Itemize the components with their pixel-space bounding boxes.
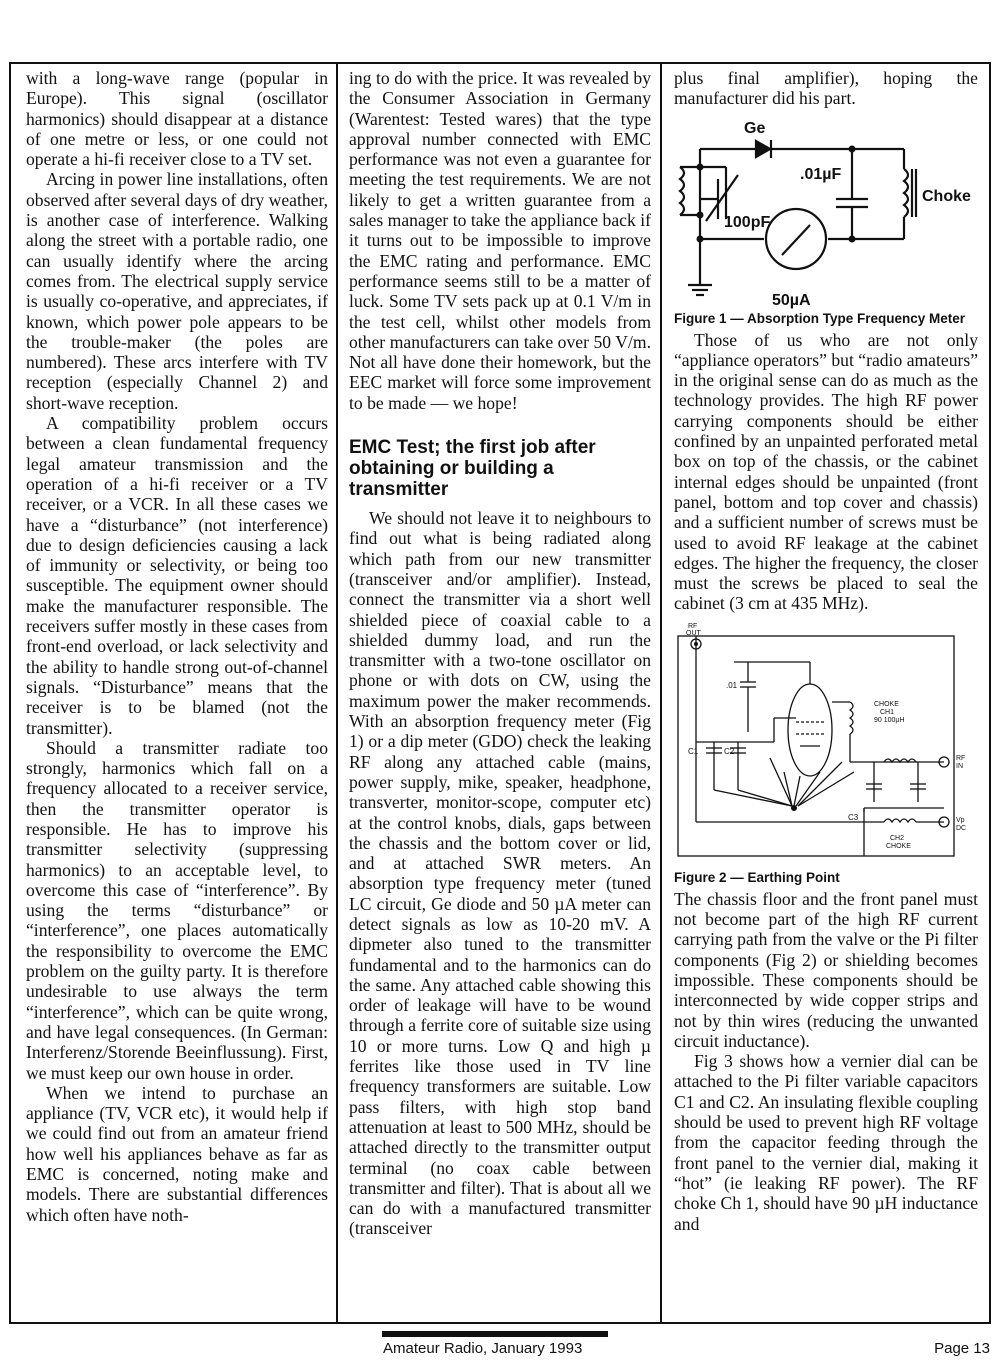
page-number: Page 13 <box>934 1340 990 1357</box>
vp-label: Vp <box>956 816 965 824</box>
section-heading: EMC Test; the first job after obtaining or building a transmitter <box>349 437 596 501</box>
paragraph: Arcing in power line installations, often observed after several days of dry weather, is another case of interference. Walking along the street with a portable radio, one can usually identify where the arcing comes from. The electrical supply service is usually co-operative, and appreciates, if known, which power pole appears to be the trouble-maker (the poles are numbered). These arcs interfere with TV reception (especially Channel 2) and short-wave reception. <box>26 169 328 413</box>
c1-label: C1 <box>688 746 699 756</box>
figure-2-circuit <box>674 622 978 868</box>
paragraph: A compatibility problem occurs between a clean fundamental frequency legal amateur transmission and the operation of a hi-fi receiver or a TV receiver, or a VCR. In all these cases we have a “disturbance” (not interference) due to design deficiencies causing a lack of immunity or selectivity, or being too susceptible. The equipment owner should make the manufacturer responsible. The receivers suffer mostly in these cases from front-end overload, or lack selectivity and the ability to handle strong out-of-channel signals. “Disturbance” means that the receiver is to be blamed (not the transmitter). <box>26 413 328 738</box>
paragraph: When we intend to purchase an appliance (TV, VCR etc), it would help if we could find out from an amateur friend how well his appliances behave as far as EMC is concerned, noting make and models. There are substantial differences which often have noth- <box>26 1082 328 1225</box>
ch2-label: CHOKE <box>886 842 911 850</box>
paragraph: ing to do with the price. It was revealed by the Consumer Association in Germany (Warentest: Tested wares) that the type approval number connected with EMC performance was not even a guarantee for meeting the test requirements. We are not likely to get a written guarantee from a sales manager to take the appliance back if it turns out to be impossible to improve the EMC rating and performance. EMC performance seems still to be a matter of luck. Some TV sets pack up at 0.1 V/m in the test cell, whilst other models from other manufacturers can take over 50 V/m. Not all have done their homework, but the EEC market will force some improvement to be made — we hope! <box>349 68 651 413</box>
figure-1-circuit <box>674 109 978 309</box>
paragraph: Fig 3 shows how a vernier dial can be attached to the Pi filter variable capacitors C1 and C2. An insulating flexible coupling should be used to prevent high RF voltage from the capacitor feeding through the front panel to the vernier dial, making it “hot” (ie leaking RF power). The RF choke Ch 1, should have 90 µH inductance and <box>674 1051 978 1234</box>
paragraph: with a long-wave range (popular in Europe). This signal (oscillator harmonics) should disappear at a distance of one metre or less, or one could not operate a hi-fi receiver close to a TV set. <box>26 68 328 170</box>
paragraph: Should a transmitter radiate too strongly, harmonics which fall on a frequency allocated to a receiver service, then the transmitter operator is responsible. He has to improve his transmitter selectivity (suppressing harmonics) to an acceptable level, to overcome this case of “interference”. By using the terms “disturbance” or “interference”, one places automatically the responsibility to overcome the EMC problem on the guilty party. It is therefore undesirable to use always the term “interference”, which can be quite wrong, and have legal consequences. (In German: Interferenz/Storende Beeinflussung). First, we must keep our own house in order. <box>26 737 328 1083</box>
paragraph: Those of us who are not only “appliance operators” but “radio amateurs” in the original sense can do as much as the technology provides. The high RF power carrying components should be either confined by an unpainted perforated metal box on top of the chassis, or the cabinet internal edges should be unpainted (front panel, bottom and top cover and chassis) and a sufficient number of screws must be used to avoid RF leakage at the cabinet edges. The higher the frequency, the closer must the screws be placed to seal the cabinet (3 cm at 435 MHz). <box>674 329 978 614</box>
ch2-label: CH2 <box>890 834 905 842</box>
c3-label: C3 <box>848 812 859 822</box>
rf-out-label: OUT <box>686 629 701 637</box>
choke-label: CH1 <box>880 708 895 716</box>
rf-out-label: RF <box>688 622 698 630</box>
paragraph: plus final amplifier), hoping the manufacturer did his part. <box>674 68 978 109</box>
rf-in-label: IN <box>956 762 963 770</box>
column-rule-1 <box>336 62 338 1324</box>
rf-in-label: RF <box>956 754 966 762</box>
column-1 <box>26 68 328 1321</box>
choke-label: Choke <box>922 187 971 205</box>
figure-1-caption: Figure 1 — Absorption Type Frequency Meter <box>674 310 966 326</box>
footer-journal: Amateur Radio, January 1993 <box>383 1340 583 1357</box>
capacitor-label: .01µF <box>800 165 842 183</box>
figure-2-caption: Figure 2 — Earthing Point <box>674 869 840 885</box>
column-2 <box>349 68 651 1321</box>
meter-label: 50µA <box>772 291 811 309</box>
paragraph: The chassis floor and the front panel must not become part of the high RF current carrying path from the valve or the Pi filter components (Fig 2) or shielding becomes impossible. These components should be interconnected by wide copper strips and not by thin wires (reducing the unwanted circuit inductance). <box>674 888 978 1051</box>
paragraph: We should not leave it to neighbours to find out what is being radiated along which path from our new transmitter (transceiver and/or amplifier). Instead, connect the transmitter via a short well shielded piece of coaxial cable to a shielded dummy load, and run the transmitter with a two-tone oscillator on phone or with dots on CW, using the maximum power the maker recommends. With an absorption frequency meter (Fig 1) or a dip meter (GDO) check the leaking RF along any attached cable (mains, power supply, mike, speaker, headphone, transverter, monitor-scope, computer etc) at the control knobs, dials, gaps between the chassis and the bottom cover or lid, and at attached SWR meters. An absorption type frequency meter (tuned LC circuit, Ge diode and 50 µA meter can detect signals as low as 10-20 mV. A dipmeter also tuned to the transmitter fundamental and to the harmonics can do the same. Any attached cable showing this order of leakage will have to be wound through a ferrite core of suitable size using 10 or more turns. Low Q and high µ ferrites like those used in TV line frequency transformers are suitable. Low pass filters, with high stop band attenuation at least to 500 MHz, should be attached directly to the transmitter output terminal (no coax cable between transmitter and filter). That is about all we can do with a manufactured transmitter (transceiver <box>349 508 651 1239</box>
variable-capacitor-label: 100pF <box>724 213 771 231</box>
choke-label: CHOKE <box>874 700 899 708</box>
column-rule-2 <box>660 62 662 1324</box>
choke-label: 90 100µH <box>874 716 905 724</box>
c2-label: C2 <box>724 746 735 756</box>
footer-rule <box>382 1331 608 1337</box>
vp-label: DC <box>956 824 967 832</box>
capacitor-label: .01 <box>726 680 738 690</box>
column-3 <box>674 68 978 1321</box>
diode-label: Ge <box>744 119 766 137</box>
